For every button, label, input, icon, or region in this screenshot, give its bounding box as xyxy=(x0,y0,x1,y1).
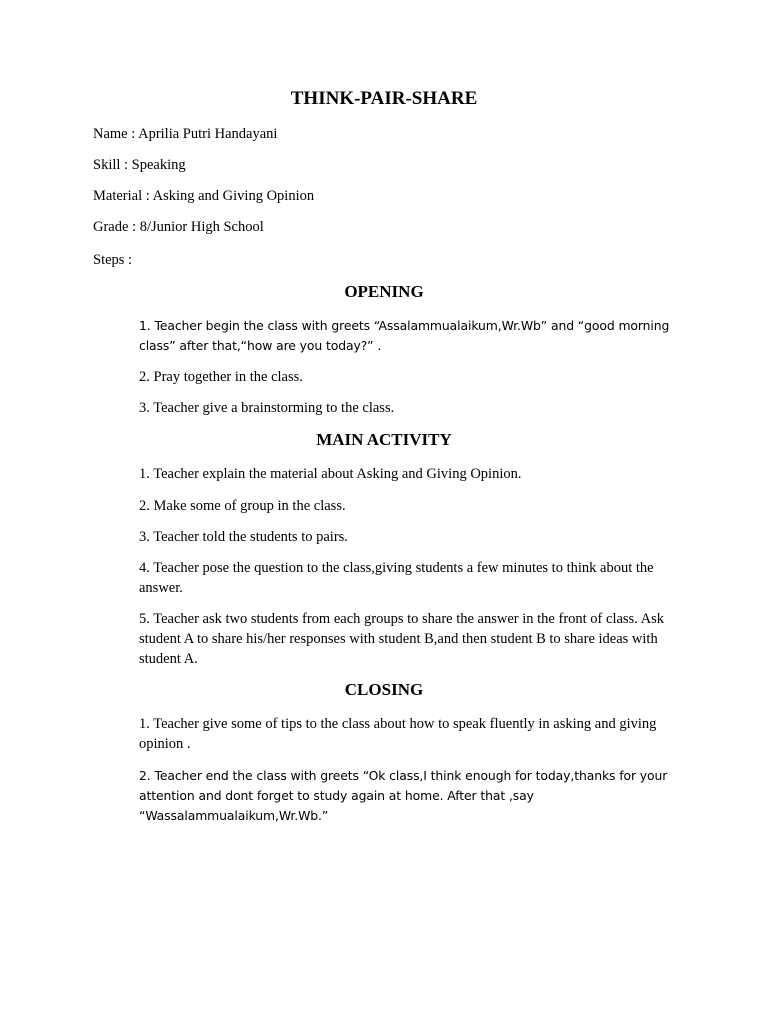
main-activity-step-1: 1. Teacher explain the material about Asking and Giving Opinion. xyxy=(139,466,522,482)
opening-step-1: 1. Teacher begin the class with greets “Assalammualaikum,Wr.Wb” and “good morning class” after that,“how are you today?” . xyxy=(139,318,670,353)
main-activity-step-4: 4. Teacher pose the question to the class,giving students a few minutes to think about the answer. xyxy=(139,560,654,596)
meta-steps: Steps : xyxy=(93,252,133,268)
document-title: THINK-PAIR-SHARE xyxy=(290,88,478,109)
meta-skill: Skill : Speaking xyxy=(93,157,186,173)
section-heading-main-activity: MAIN ACTIVITY xyxy=(316,430,452,449)
section-heading-opening: OPENING xyxy=(344,282,424,301)
main-activity-step-3: 3. Teacher told the students to pairs. xyxy=(139,529,348,545)
closing-step-1: 1. Teacher give some of tips to the class about how to speak fluently in asking and giving opinion . xyxy=(139,716,657,752)
section-heading-closing: CLOSING xyxy=(344,680,424,699)
opening-step-3: 3. Teacher give a brainstorming to the class. xyxy=(139,400,395,416)
opening-step-2: 2. Pray together in the class. xyxy=(139,369,303,385)
meta-grade: Grade : 8/Junior High School xyxy=(93,219,264,235)
meta-name: Name : Aprilia Putri Handayani xyxy=(93,126,278,142)
closing-step-2: 2. Teacher end the class with greets “Ok class,I think enough for today,thanks for your attention and dont forget to study again at home. After that ,say “Wassalammualaikum,Wr.Wb.” xyxy=(139,768,668,823)
main-activity-step-5: 5. Teacher ask two students from each groups to share the answer in the front of class. Ask student A to share his/her responses with student B,and then student B to share ideas with student A. xyxy=(139,611,665,667)
main-activity-step-2: 2. Make some of group in the class. xyxy=(139,498,346,514)
meta-material: Material : Asking and Giving Opinion xyxy=(93,188,315,204)
